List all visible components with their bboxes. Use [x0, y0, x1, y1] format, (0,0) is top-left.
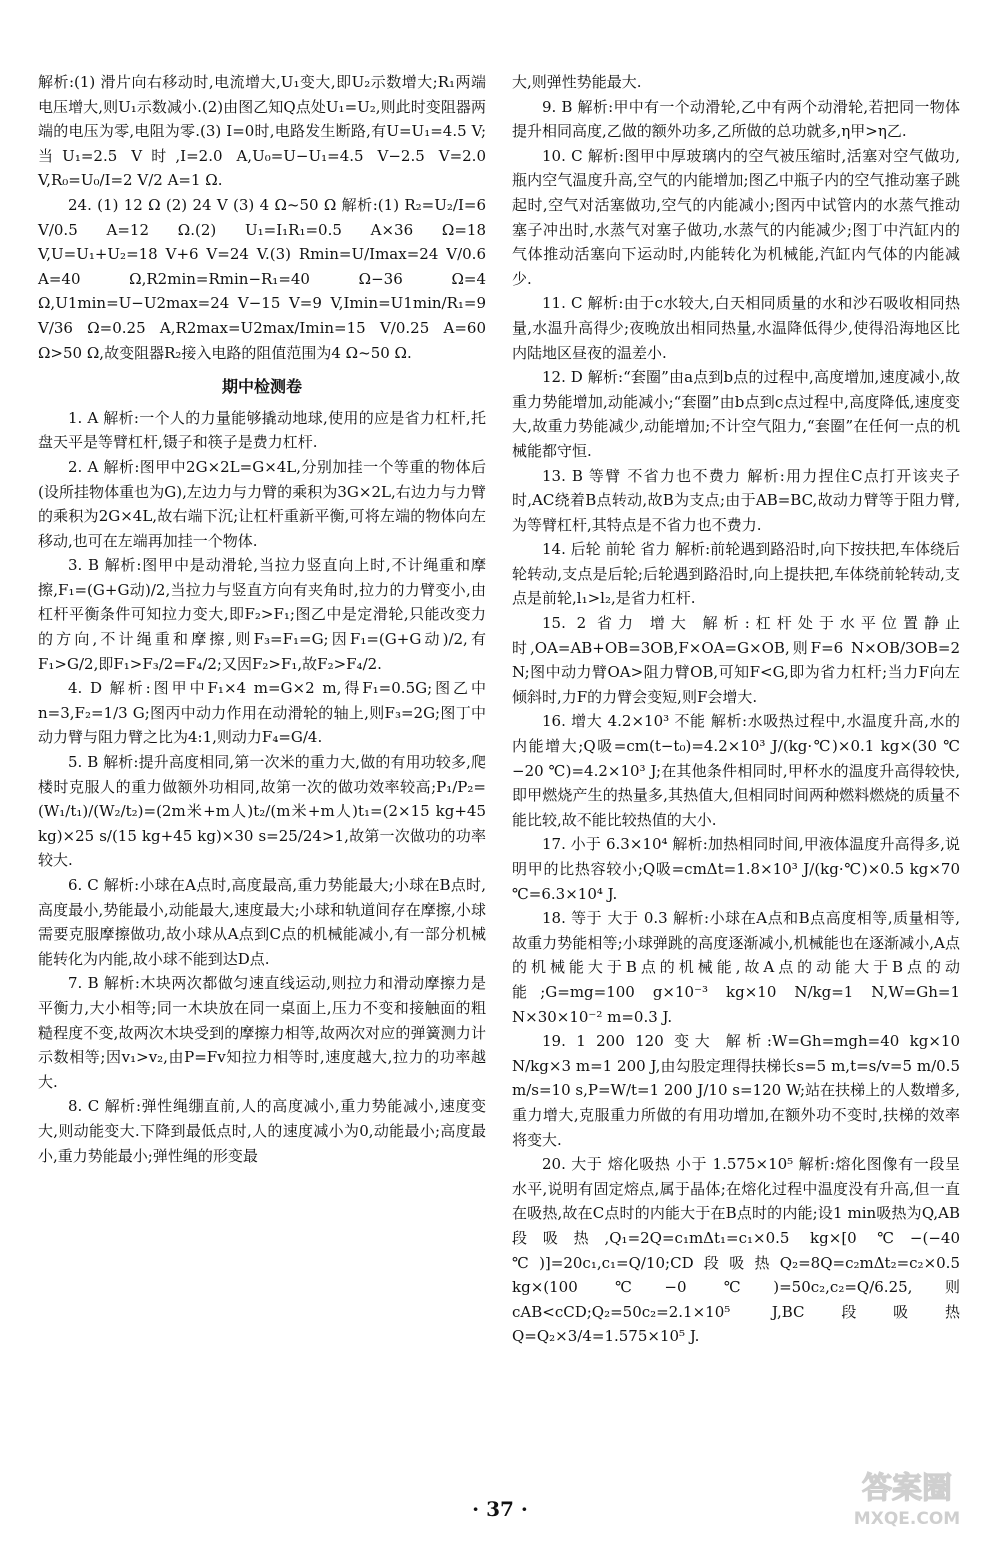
- answer-8: 8. C 解析:弹性绳绷直前,人的高度减小,重力势能减小,速度变大,则动能变大.下降到最低点时,人的速度减小为0,动能最小;高度最小,重力势能最小;弹性绳的形变最: [38, 1097, 486, 1165]
- answer-15: 15. 2 省力 增大 解析:杠杆处于水平位置静止时,OA=AB+OB=3OB,F×OA=G×OB,则F=6 N×OB/3OB=2 N;图中动力臂OA>阻力臂OB,可知F<G,即为省力杠杆;当力F向左倾斜时,力F的力臂会变短,则F会增大.: [512, 614, 960, 706]
- answer-7: 7. B 解析:木块两次都做匀速直线运动,则拉力和滑动摩擦力是平衡力,大小相等;同一木块放在同一桌面上,压力不变和接触面的粗糙程度不变,故两次木块受到的摩擦力相等,故两次对应的弹簧测力计示数相等;因v₁>v₂,由P=Fv知拉力相等时,速度越大,拉力的功率越大.: [38, 974, 486, 1091]
- answer-16: 16. 增大 4.2×10³ 不能 解析:水吸热过程中,水温度升高,水的内能增大;Q吸=cm(t−t₀)=4.2×10³ J/(kg·℃)×0.1 kg×(30 ℃−20 ℃)=4.2×10³ J;在其他条件相同时,甲杯水的温度升高得较快,即甲燃烧产生的热量多,其热值大,但相同时间两种燃料燃烧的质量不能比较,故不能比较热值的大小.: [512, 712, 960, 829]
- answer-4: 4. D 解析:图甲中F₁×4 m=G×2 m,得F₁=0.5G;图乙中n=3,F₂=1/3 G;图丙中动力作用在动滑轮的轴上,则F₃=2G;图丁中动力臂与阻力臂之比为4:1,则动力F₄=G/4.: [38, 679, 486, 747]
- left-column: [38, 70, 486, 1168]
- watermark-url: MXQE.COM: [853, 1509, 961, 1529]
- answer-8-continued: 大,则弹性势能最大.: [512, 73, 642, 91]
- answer-1: 1. A 解析:一个人的力量能够撬动地球,使用的应是省力杠杆,托盘天平是等臂杠杆,镊子和筷子是费力杠杆.: [38, 408, 486, 452]
- answer-20: 20. 大于 熔化吸热 小于 1.575×10⁵ 解析:熔化图像有一段呈水平,说明有固定熔点,属于晶体;在熔化过程中温度没有升高,但一直在吸热,故在C点时的内能大于在B点时的内能;设1 min吸热为Q,AB段吸热,Q₁=2Q=c₁mΔt₁=c₁×0.5 kg×[0 ℃−(−40 ℃)]=20c₁,c₁=Q/10;CD段吸热Q₂=8Q=c₂mΔt₂=c₂×0.5 kg×(100 ℃−0 ℃)=50c₂,c₂=Q/6.25,则cAB<cCD;Q₂=50c₂=2.1×10⁵ J,BC段吸热Q=Q₂×3/4=1.575×10⁵ J.: [512, 1155, 960, 1346]
- answer-6: 6. C 解析:小球在A点时,高度最高,重力势能最大;小球在B点时,高度最小,势能最小,动能最大,速度最大;小球和轨道间存在摩擦,小球需要克服摩擦做功,故小球从A点到C点的机械能减小,有一部分机械能转化为内能,故小球不能到达D点.: [38, 876, 486, 968]
- answer-17: 17. 小于 6.3×10⁴ 解析:加热相同时间,甲液体温度升高得多,说明甲的比热容较小;Q吸=cmΔt=1.8×10³ J/(kg·℃)×0.5 kg×70 ℃=6.3×10⁴ J.: [512, 835, 960, 903]
- answer-11: 11. C 解析:由于c水较大,白天相同质量的水和沙石吸收相同热量,水温升高得少;夜晚放出相同热量,水温降低得少,使得沿海地区比内陆地区昼夜的温差小.: [512, 294, 960, 362]
- answer-9: 9. B 解析:甲中有一个动滑轮,乙中有两个动滑轮,若把同一物体提升相同高度,乙做的额外功多,乙所做的总功就多,η甲>η乙.: [512, 97, 960, 141]
- answer-14: 14. 后轮 前轮 省力 解析:前轮遇到路沿时,向下按扶把,车体绕后轮转动,支点是后轮;后轮遇到路沿时,向上提扶把,车体绕前轮转动,支点是前轮,l₁>l₂,是省力杠杆.: [512, 540, 960, 608]
- answer-12: 12. D 解析:“套圈”由a点到b点的过程中,高度增加,速度减小,故重力势能增加,动能减小;“套圈”由b点到c点过程中,高度降低,速度变大,故重力势能减少,动能增加;不计空气阻力,“套圈”在任何一点的机械能都守恒.: [512, 368, 960, 460]
- answer-18: 18. 等于 大于 0.3 解析:小球在A点和B点高度相等,质量相等,故重力势能相等;小球弹跳的高度逐渐减小,机械能也在逐渐减小,A点的机械能大于B点的机械能,故A点的动能大于B点的动能;G=mg=100 g×10⁻³ kg×10 N/kg=1 N,W=Gh=1 N×30×10⁻² m=0.3 J.: [512, 909, 960, 1026]
- answer-10: 10. C 解析:图甲中厚玻璃内的空气被压缩时,活塞对空气做功,瓶内空气温度升高,空气的内能增加;图乙中瓶子内的空气推动塞子跳起时,空气对活塞做功,空气的内能减小;图丙中试管内的水蒸气推动塞子冲出时,水蒸气对塞子做功,水蒸气的内能减少;图丁中汽缸内的气体推动活塞向下运动时,内能转化为机械能,汽缸内气体的内能减少.: [512, 146, 960, 288]
- answer-2: 2. A 解析:图甲中2G×2L=G×4L,分别加挂一个等重的物体后(设所挂物体重也为G),左边力与力臂的乘积为3G×2L,右边力与力臂的乘积为2G×4L,故右端下沉;让杠杆重新平衡,可将左端的物体向左移动,也可在左端再加挂一个物体.: [38, 457, 486, 550]
- answer-19: 19. 1 200 120 变大 解析:W=Gh=mgh=40 kg×10 N/kg×3 m=1 200 J,由勾股定理得扶梯长s=5 m,t=s/v=5 m/0.5 m/s=10 s,P=W/t=1 200 J/10 s=120 W;站在扶梯上的人数增多,重力增大,克服重力所做的有用功增加,在额外功不变时,扶梯的效率将变大.: [512, 1032, 960, 1149]
- page-number: · 37 ·: [472, 1497, 528, 1521]
- answer-5: 5. B 解析:提升高度相同,第一次米的重力大,做的有用功较多,爬楼时克服人的重力做额外功相同,故第一次的做功效率较高;P₁/P₂=(W₁/t₁)/(W₂/t₂)=(2m米+m人)t₂/(m米+m人)t₁=(2×15 kg+45 kg)×25 s/(15 kg+45 kg)×30 s=25/24>1,故第一次做功的功率较大.: [38, 753, 486, 870]
- watermark-text: 答案圈: [862, 1471, 952, 1506]
- answer-23-explanation: 解析:(1) 滑片向右移动时,电流增大,U₁变大,即U₂示数增大;R₁两端电压增大,则U₁示数减小.(2)由图乙知Q点处U₁=U₂,则此时变阻器两端的电压为零,电阻为零.(3) I=0时,电路发生断路,有U=U₁=4.5 V;当U₁=2.5 V时,I=2.0 A,U₀=U−U₁=4.5 V−2.5 V=2.0 V,R₀=U₀/I=2 V/2 A=1 Ω.: [38, 73, 486, 190]
- answer-13: 13. B 等臂 不省力也不费力 解析:用力捏住C点打开该夹子时,AC绕着B点转动,故B为支点;由于AB=BC,故动力臂等于阻力臂,为等臂杠杆,其特点是不省力也不费力.: [512, 466, 960, 534]
- section-title: 期中检测卷: [221, 377, 302, 397]
- right-column: [512, 70, 960, 1349]
- watermark-logo: [832, 1464, 982, 1534]
- answer-24: 24. (1) 12 Ω (2) 24 V (3) 4 Ω~50 Ω 解析:(1) R₂=U₂/I=6 V/0.5 A=12 Ω.(2) U₁=I₁R₁=0.5 A×36 Ω=18 V,U=U₁+U₂=18 V+6 V=24 V.(3) Rmin=U/Imax=24 V/0.6 A=40 Ω,R2min=Rmin−R₁=40 Ω−36 Ω=4 Ω,U1min=U−U2max=24 V−15 V=9 V,Imin=U1min/R₁=9 V/36 Ω=0.25 A,R2max=U2max/Imin=15 V/0.25 A=60 Ω>50 Ω,故变阻器R₂接入电路的阻值范围为4 Ω~50 Ω.: [38, 195, 486, 362]
- answer-3: 3. B 解析:图甲中是动滑轮,当拉力竖直向上时,不计绳重和摩擦,F₁=(G+G动)/2,当拉力与竖直方向有夹角时,拉力的力臂变小,由杠杆平衡条件可知拉力变大,即F₂>F₁;图乙中是定滑轮,只能改变力的方向,不计绳重和摩擦,则F₃=F₁=G;因F₁=(G+G动)/2,有F₁>G/2,即F₁>F₃/2=F₄/2;又因F₂>F₁,故F₂>F₄/2.: [38, 556, 486, 673]
